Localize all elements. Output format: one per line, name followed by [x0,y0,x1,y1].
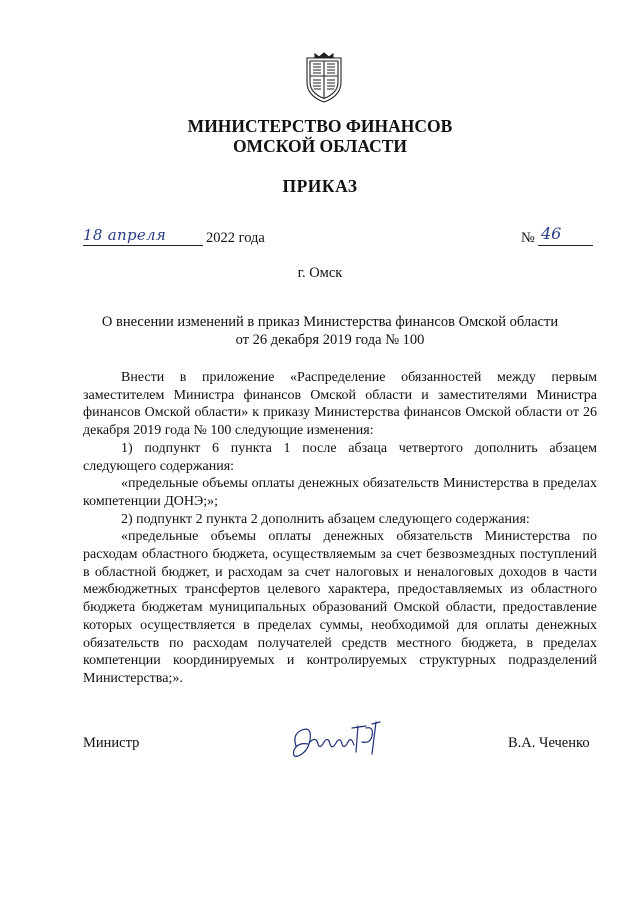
subject-line-1: О внесении изменений в приказ Министерства финансов Омской области [101,314,559,330]
number-label: № [521,230,535,246]
city: г. Омск [297,265,343,281]
subject-line-2: от 26 декабря 2019 года № 100 [235,332,425,348]
document-type: ПРИКАЗ [282,176,358,196]
ministry-name [0,116,640,156]
date-underline [83,245,203,246]
number-underline [538,245,593,246]
signatory-title: Министр [83,735,140,751]
body-paragraph-4: 2) подпункт 2 пункта 2 дополнить абзацем следующего содержания: [121,511,530,527]
handwritten-signature [288,716,398,766]
order-subject [80,313,580,349]
handwritten-date: 18 апреля [83,226,167,244]
body-paragraph-1: Внести в приложение «Распределение обязанностей между первым заместителем Министра финансов Омской области и заместителями Министра финансов Омской области» к приказу Министерства финансов Омской области от 26 декабря 2019 года № 100 следующие изменения: [83,370,597,439]
ministry-line-1: МИНИСТЕРСТВО ФИНАНСОВ [187,116,453,136]
order-body [83,369,597,688]
signatory-name: В.А. Чеченко [508,735,590,751]
date-number-row [83,226,603,250]
date-year: 2022 года [206,230,265,246]
body-paragraph-2: 1) подпункт 6 пункта 1 после абзаца четвертого дополнить абзацем следующего содержания: [83,440,597,474]
body-paragraph-3: «предельные объемы оплаты денежных обязательств Министерства в пределах компетенции ДОНЭ;»; [83,476,597,509]
body-paragraph-5: «предельные объемы оплаты денежных обязательств Министерства по расходам областного бюджета, осуществляемым за счет безвозмездных поступлений в областной бюджет, и расходам за счет налоговых и неналоговых доходов в части межбюджетных трансфертов целевого характера, предоставляемых из областного бюджета бюджетам муниципальных образований Омской области, предоставление которых осуществляется в пределах суммы, необходимой для оплаты денежных обязательств по расходам получателей средств местного бюджета, в пределах компетенции координируемых и контролируемых структурных подразделений Министерства;». [83,529,597,686]
handwritten-number: 46 [541,224,562,243]
ministry-line-2: ОМСКОЙ ОБЛАСТИ [232,136,408,156]
coat-of-arms-icon [303,52,345,104]
